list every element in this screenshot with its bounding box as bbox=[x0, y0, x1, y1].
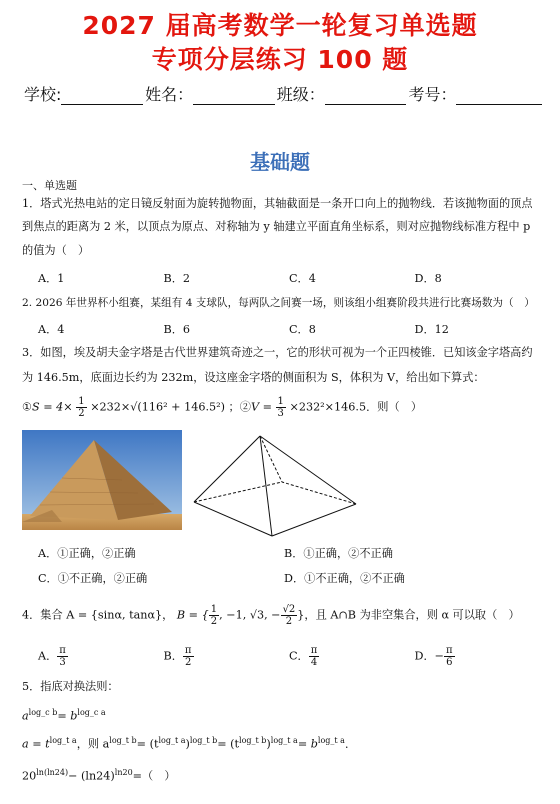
q3-formula-v: V = bbox=[250, 400, 272, 414]
name-blank[interactable] bbox=[193, 86, 275, 105]
exam-title-line2: 专项分层练习 100 题 bbox=[151, 45, 409, 74]
option-letter: B． bbox=[163, 649, 183, 663]
frac-num: π bbox=[184, 645, 192, 656]
q3-formula-s-rest: ×232×√(116² + 146.5²) bbox=[90, 400, 225, 414]
q1-option-b[interactable]: B．2 bbox=[163, 272, 191, 285]
q3-option-b[interactable]: B．①正确，②不正确 bbox=[284, 547, 393, 560]
q5-l4-end: =（ ） bbox=[132, 769, 176, 783]
frac-den: 2 bbox=[285, 616, 293, 627]
q2-option-a[interactable]: A．4 bbox=[38, 323, 65, 336]
frac-den: 2 bbox=[78, 408, 85, 419]
q5-l2-base: a bbox=[22, 709, 29, 723]
q3-formula-s: S = 4× bbox=[32, 400, 73, 414]
q4-stem-end: }，且 A∩B 为非空集合，则 α 可以取（ ） bbox=[297, 608, 520, 622]
q4-stem-b: B = { bbox=[176, 608, 209, 622]
q5-l3-end-sup: log_t a bbox=[317, 736, 345, 745]
frac-num: π bbox=[59, 645, 66, 656]
q1-option-c[interactable]: C．4 bbox=[289, 272, 316, 285]
option-letter: C． bbox=[289, 649, 309, 663]
q5-line1: 5．指底对换法则： bbox=[22, 680, 119, 693]
q1-option-d[interactable]: D．8 bbox=[414, 272, 442, 285]
q4-stem bbox=[22, 604, 540, 627]
frac-den: 2 bbox=[210, 616, 218, 627]
q5-l4-base: 20 bbox=[22, 769, 37, 783]
frac-num: π bbox=[446, 645, 453, 656]
q1-line3: 的值为（ ） bbox=[22, 244, 90, 257]
q3-formula bbox=[22, 396, 540, 419]
section-title: 基础题 bbox=[250, 150, 310, 174]
name-label: 姓名： bbox=[145, 85, 194, 104]
frac-num: 1 bbox=[277, 396, 284, 407]
frac-den: 3 bbox=[277, 408, 284, 419]
q5-l3-a-sup: log_t a bbox=[158, 736, 186, 745]
q1-options bbox=[38, 270, 540, 286]
q4-frac-half bbox=[209, 604, 219, 627]
q4-option-a[interactable] bbox=[38, 645, 164, 668]
q2-option-c[interactable]: C．8 bbox=[289, 323, 316, 336]
frac-den: 2 bbox=[185, 657, 192, 668]
school-label: 学校: bbox=[24, 85, 62, 104]
q5-l3-c: log_t b bbox=[189, 736, 218, 745]
q4-option-c[interactable] bbox=[289, 645, 415, 668]
class-blank[interactable] bbox=[325, 86, 407, 105]
q4-options bbox=[38, 645, 540, 668]
q2-line1: 2. 2026 年世界杯小组赛，某组有 4 支球队，每两队之间赛一场，则该组小组赛阶段共进行比赛场数为（ ） bbox=[22, 297, 535, 309]
q5-l3-d: = (t bbox=[217, 737, 240, 751]
q3-options-row2 bbox=[38, 570, 540, 586]
q1-line1: 1．塔式光热电站的定日镜反射面为旋转抛物面，其轴截面是一条开口向上的抛物线．若该抛物面的顶点 bbox=[22, 197, 533, 210]
q3-line1: 3．如图，埃及胡夫金字塔是古代世界建筑奇迹之一，它的形状可视为一个正四棱锥．已知该金字塔高约 bbox=[22, 346, 533, 359]
student-info-row bbox=[24, 82, 544, 105]
option-frac bbox=[183, 645, 194, 668]
q5-l3-b: ) bbox=[185, 737, 190, 751]
q3-line2: 为 146.5m，底面边长约为 232m，设这座金字塔的侧面积为 S，体积为 V，给出如下算式： bbox=[22, 371, 485, 384]
q5-l3-sup2: log_t b bbox=[109, 736, 137, 745]
q1-option-a[interactable]: A．1 bbox=[38, 272, 65, 285]
exam-number-blank[interactable] bbox=[456, 86, 542, 105]
q4-frac-sqrt2 bbox=[281, 604, 298, 627]
option-frac bbox=[57, 645, 68, 668]
frac-num: 1 bbox=[210, 604, 218, 615]
q2-options bbox=[38, 321, 540, 337]
q5-l3-rest: = (t bbox=[136, 737, 159, 751]
school-blank[interactable] bbox=[61, 86, 143, 105]
q2-option-d[interactable]: D．12 bbox=[414, 323, 449, 336]
square-pyramid-diagram bbox=[190, 432, 360, 542]
q5-l3-g: log_t a bbox=[270, 736, 298, 745]
option-letter: D． bbox=[414, 649, 435, 663]
frac-num: π bbox=[310, 645, 318, 656]
q4-stem-start: 4．集合 A = {sinα, tanα}， bbox=[22, 608, 174, 622]
q5-line4 bbox=[22, 766, 540, 784]
q2-option-b[interactable]: B．6 bbox=[163, 323, 191, 336]
frac-den: 3 bbox=[59, 657, 66, 668]
exam-number-label: 考号： bbox=[408, 85, 457, 104]
option-letter: A． bbox=[38, 649, 58, 663]
q3-frac-third bbox=[276, 396, 286, 419]
q5-l2-eq: = b bbox=[57, 709, 78, 723]
frac-den: 6 bbox=[446, 657, 453, 668]
q3-options-row1 bbox=[38, 545, 540, 561]
q5-l3-period: ． bbox=[344, 737, 357, 751]
frac-num: √2 bbox=[282, 604, 296, 615]
frac-den: 4 bbox=[310, 657, 318, 668]
q5-l4-sup: ln(ln24) bbox=[36, 768, 69, 777]
q3-option-c[interactable]: C．①不正确，②正确 bbox=[38, 572, 148, 585]
q3-formula-v-rest: ×232²×146.5．则（ ） bbox=[289, 400, 423, 414]
q5-line2 bbox=[22, 706, 540, 724]
q3-formula-sep: ；② bbox=[228, 400, 251, 414]
q3-frac-half bbox=[76, 396, 86, 419]
q3-formula-prefix: ① bbox=[22, 400, 33, 414]
class-label: 班级： bbox=[276, 85, 325, 104]
q5-l3-e: log_t b bbox=[239, 736, 267, 745]
q5-l4-mid: − (ln24) bbox=[68, 769, 115, 783]
q5-line3 bbox=[22, 734, 540, 752]
q5-l3-f: ) bbox=[266, 737, 271, 751]
option-frac bbox=[309, 645, 320, 668]
q3-option-d[interactable]: D．①不正确，②不正确 bbox=[284, 572, 405, 585]
q3-option-a[interactable]: A．①正确，②正确 bbox=[38, 547, 136, 560]
option-frac bbox=[444, 645, 455, 668]
q4-option-b[interactable] bbox=[164, 645, 290, 668]
q5-l4-sup2: ln20 bbox=[114, 768, 133, 777]
option-sign: − bbox=[434, 649, 445, 663]
q4-option-d[interactable] bbox=[415, 645, 541, 668]
part-title: 一、单选题 bbox=[22, 179, 77, 192]
q4-stem-b-rest: , −1, √3, − bbox=[219, 608, 281, 622]
pyramid-photo bbox=[22, 430, 182, 530]
q5-l3-sup: log_t a bbox=[49, 736, 77, 745]
q5-l3-a: a = t bbox=[22, 737, 50, 751]
q5-l3-mid: ，则 a bbox=[76, 737, 110, 751]
q5-l3-end: = b bbox=[297, 737, 318, 751]
q1-line2: 到焦点的距离为 2 米，以顶点为原点、对称轴为 y 轴建立平面直角坐标系，则对应抛物线标准方程中 p bbox=[22, 220, 531, 233]
exam-title-line1: 2027 届高考数学一轮复习单选题 bbox=[82, 11, 478, 40]
q5-l2-sup: log_c b bbox=[28, 708, 58, 717]
q5-l2-sup2: log_c a bbox=[77, 708, 106, 717]
frac-num: 1 bbox=[78, 396, 85, 407]
